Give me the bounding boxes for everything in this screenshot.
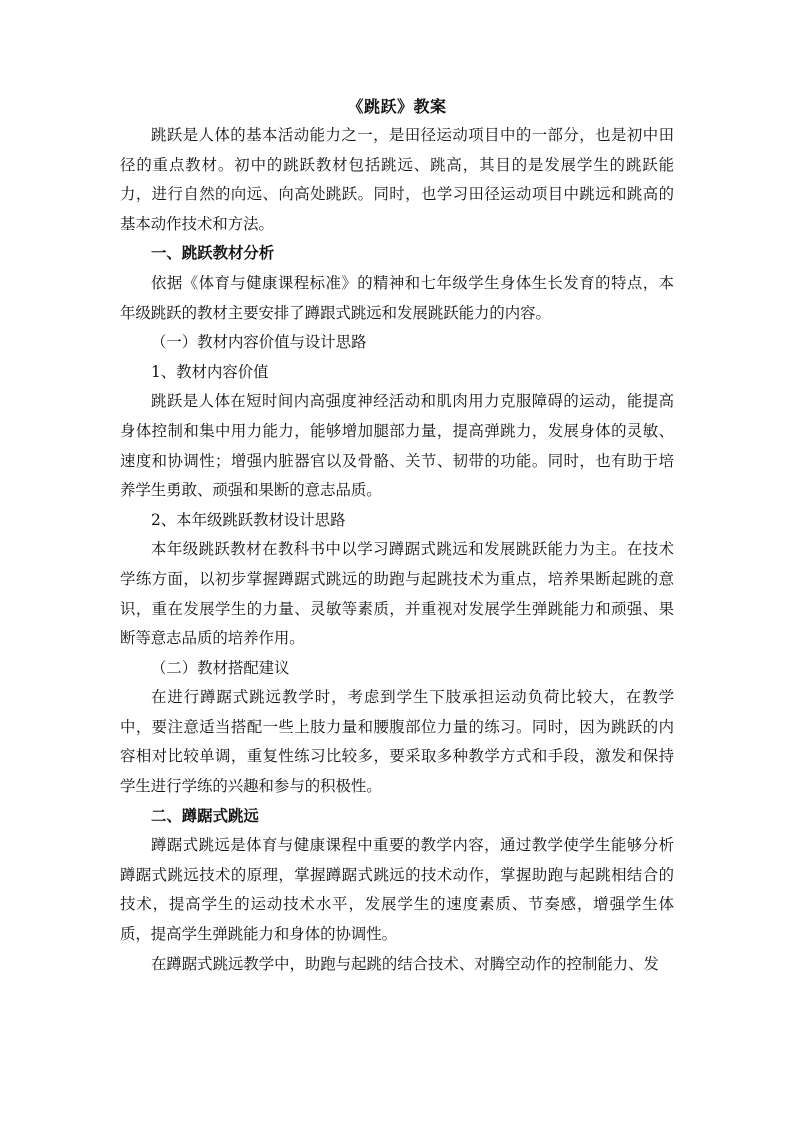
intro-paragraph: 跳跃是人体的基本活动能力之一，是田径运动项目中的一部分，也是初中田径的重点教材。初中的跳跃教材包括跳远、跳高，其目的是发展学生的跳跃能力，进行自然的向远、向高处跳跃。同时，也学习田径运动项目中跳远和跳高的基本动作技术和方法。 xyxy=(120,126,674,233)
design-idea-paragraph: 本年级跳跃教材在教科书中以学习蹲踞式跳远和发展跳跃能力为主。在技术学练方面，以初步掌握蹲踞式跳远的助跑与起跳技术为重点，培养果断起跳的意识，重在发展学生的力量、灵敏等素质，并重视对发展学生弹跳能力和顽强、果断等意志品质的培养作用。 xyxy=(120,540,674,648)
content-value-paragraph: 跳跃是人体在短时间内高强度神经活动和肌肉用力克服障碍的运动，能提高身体控制和集中用力能力，能够增加腿部力量，提高弹跳力，发展身体的灵敏、速度和协调性；增强内脏器官以及骨骼、关节、韧带的功能。同时，也有助于培养学生勇敢、顽强和果断的意志品质。 xyxy=(120,392,674,500)
section-2-paragraph-cont: 在蹲踞式跳远教学中，助跑与起跳的结合技术、对腾空动作的控制能力、发 xyxy=(151,954,659,973)
subsection-heading-1-1-2: 2、本年级跳跃教材设计思路 xyxy=(151,510,346,529)
subsection-heading-1-2: （二）教材搭配建议 xyxy=(151,658,290,677)
section-1-paragraph: 依据《体育与健康课程标准》的精神和七年级学生身体生长发育的特点，本年级跳跃的教材主要安排了蹲跟式跳远和发展跳跃能力的内容。 xyxy=(120,273,674,322)
section-heading-1: 一、跳跃教材分析 xyxy=(151,244,275,263)
section-heading-2: 二、蹲踞式跳远 xyxy=(151,806,259,825)
document-title: 《跳跃》教案 xyxy=(347,97,447,116)
document-body xyxy=(120,92,674,979)
section-2-paragraph: 蹲踞式跳远是体育与健康课程中重要的教学内容，通过教学使学生能够分析蹲踞式跳远技术的原理，掌握蹲踞式跳远的技术动作，掌握助跑与起跳相结合的技术，提高学生的运动技术水平，发展学生的速度素质、节奏感，增强学生体质，提高学生弹跳能力和身体的协调性。 xyxy=(120,836,674,944)
pairing-suggestion-paragraph: 在进行蹲踞式跳远教学时，考虑到学生下肢承担运动负荷比较大，在教学中，要注意适当搭配一些上肢力量和腰腹部位力量的练习。同时，因为跳跃的内容相对比较单调，重复性练习比较多，要采取多种教学方式和手段，激发和保持学生进行学练的兴趣和参与的积极性。 xyxy=(120,688,674,796)
subsection-heading-1-1: （一）教材内容价值与设计思路 xyxy=(151,333,367,352)
subsection-heading-1-1-1: 1、教材内容价值 xyxy=(151,362,269,381)
